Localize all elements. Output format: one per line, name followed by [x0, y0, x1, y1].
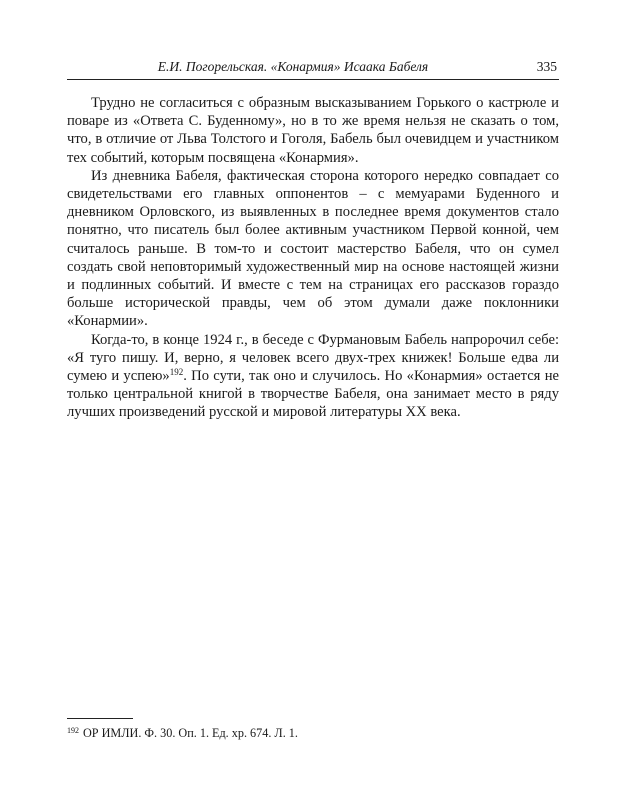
- main-text: [67, 94, 559, 422]
- paragraph-3: [67, 331, 559, 422]
- paragraph-3-text-after: . По сути, так оно и случилось. Но «Конармия» остается не только центральной книгой в творчестве Бабеля, она занимает место в ряду лучших произведений русской и мировой литературы XX века.: [67, 368, 559, 421]
- page-number: 335: [536, 59, 557, 74]
- footnote-reference[interactable]: 192: [169, 367, 184, 378]
- running-head: [67, 58, 559, 76]
- footnote: [67, 725, 559, 741]
- footnote-number: 192: [67, 726, 79, 735]
- running-head-title: Е.И. Погорельская. «Конармия» Исаака Бабеля: [157, 59, 429, 74]
- footnote-divider: [67, 718, 133, 719]
- footnote-text: ОР ИМЛИ. Ф. 30. Оп. 1. Ед. хр. 674. Л. 1.: [83, 726, 298, 740]
- paragraph-3-text-before: Когда-то, в конце 1924 г., в беседе с Фурмановым Бабель напророчил себе: «Я туго пишу. И, верно, я человек всего двух-трех книжек! Больше едва ли сумею и успею»: [67, 331, 559, 385]
- header-divider: [67, 79, 559, 80]
- paragraph-2: Из дневника Бабеля, фактическая сторона которого нередко совпадает со свидетельствами его главных оппонентов – с мемуарами Буденного и дневником Орловского, из выявленных в последнее время документов стало понятно, что писатель был более активным участником Первой конной, чем считалось раньше. В том-то и состоит мастерство Бабеля, что он сумел создать свой неповторимый художественный мир на основе настоящей жизни и подлинных событий. И вместе с тем на страницах его рассказов гораздо больше исторической правды, чем об этом думали даже поклонники «Конармии».: [67, 167, 559, 330]
- paragraph-1: Трудно не согласиться с образным высказыванием Горького о кастрюле и поваре из «Ответа С. Буденному», но в то же время нельзя не сказать о том, что, в отличие от Льва Толстого и Гоголя, Бабель был очевидцем и участником тех событий, которым посвящена «Конармия».: [67, 95, 559, 166]
